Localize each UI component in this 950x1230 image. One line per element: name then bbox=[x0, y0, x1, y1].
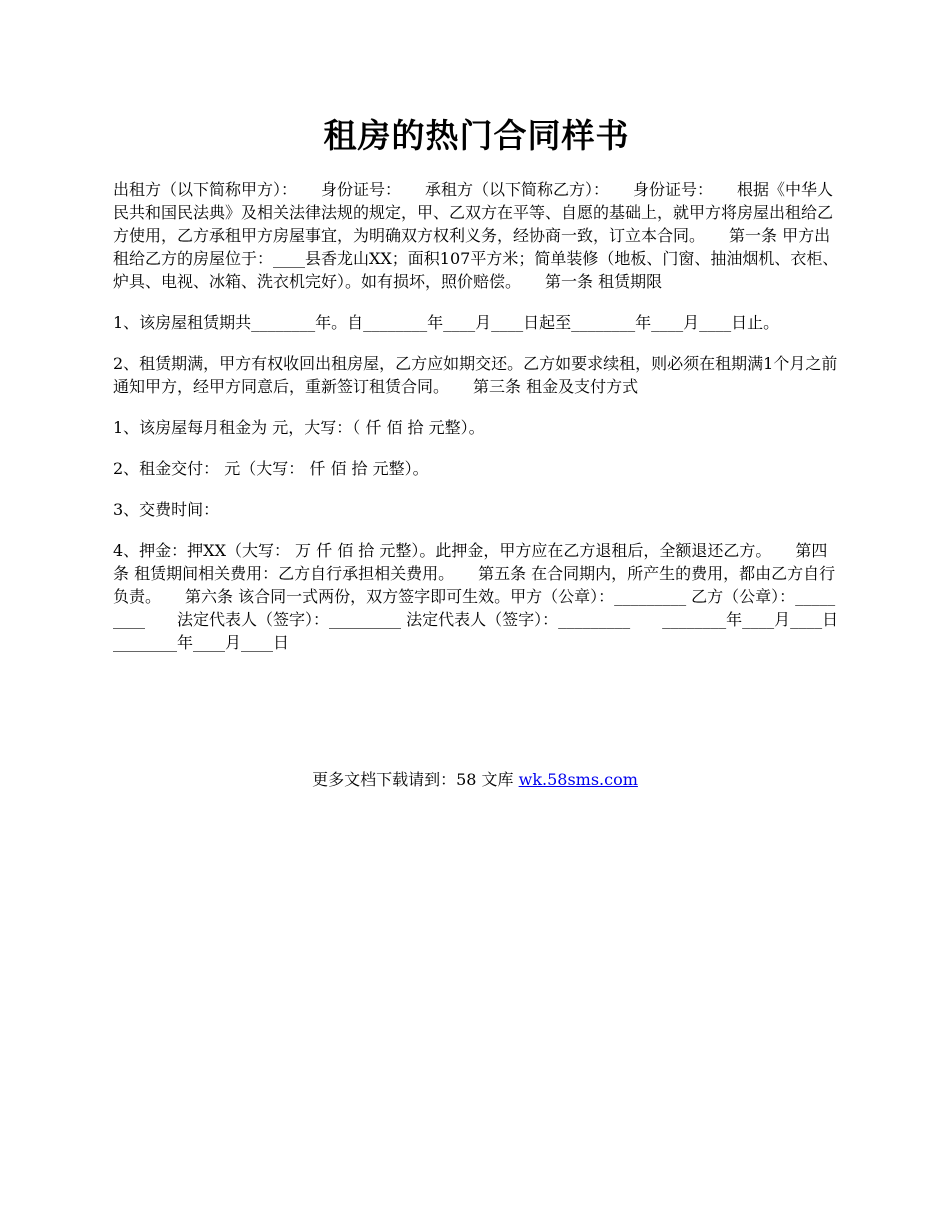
paragraph-lease-expiry: 2、租赁期满，甲方有权收回出租房屋，乙方应如期交还。乙方如要求续租，则必须在租期满1个月之前通知甲方，经甲方同意后，重新签订租赁合同。 第三条 租金及支付方式 bbox=[113, 354, 838, 396]
paragraph-intro: 出租方（以下简称甲方）： 身份证号： 承租方（以下简称乙方）： 身份证号： 根据《中华人民共和国民法典》及相关法律法规的规定，甲、乙双方在平等、自愿的基础上，就甲方将房屋出租给乙方使用，乙方承租甲方房屋事宜，为明确双方权利义务，经协商一致，订立本合同。 第一条 甲方出租给乙方的房屋位于：____县香龙山XX；面积107平方米；简单装修（地板、门窗、抽油烟机、衣柜、炉具、电视、冰箱、洗衣机完好）。如有损坏，照价赔偿。 第一条 租赁期限 bbox=[113, 180, 839, 291]
paragraph-lease-term: 1、该房屋租赁期共________年。自________年____月____日起至________年____月____日止。 bbox=[113, 313, 780, 332]
paragraph-monthly-rent: 1、该房屋每月租金为 元，大写：（ 仟 佰 拾 元整）。 bbox=[113, 418, 485, 437]
paragraph-payment-time: 3、交费时间： bbox=[113, 500, 220, 519]
document-title: 租房的热门合同样书 bbox=[323, 116, 630, 155]
footer-text: 更多文档下载请到：58 文库 bbox=[312, 770, 519, 789]
download-footer bbox=[0, 768, 950, 792]
footer-link[interactable]: wk.58sms.com bbox=[518, 770, 638, 789]
paragraph-rent-payment: 2、租金交付： 元（大写： 仟 佰 拾 元整）。 bbox=[113, 459, 429, 478]
document-page bbox=[113, 110, 840, 672]
paragraph-deposit-signatures: 4、押金：押XX（大写： 万 仟 佰 拾 元整）。此押金，甲方应在乙方退租后，全额退还乙方。 第四条 租赁期间相关费用：乙方自行承担相关费用。 第五条 在合同期内，所产生的费用，都由乙方自行负责。 第六条 该合同一式两份，双方签字即可生效。甲方（公章）：_________ 乙方（公章）：_________ 法定代表人（签字）：_________ 法定代表人（签字）：_________ ________年____月____日 ________年____月____日 bbox=[113, 541, 839, 652]
